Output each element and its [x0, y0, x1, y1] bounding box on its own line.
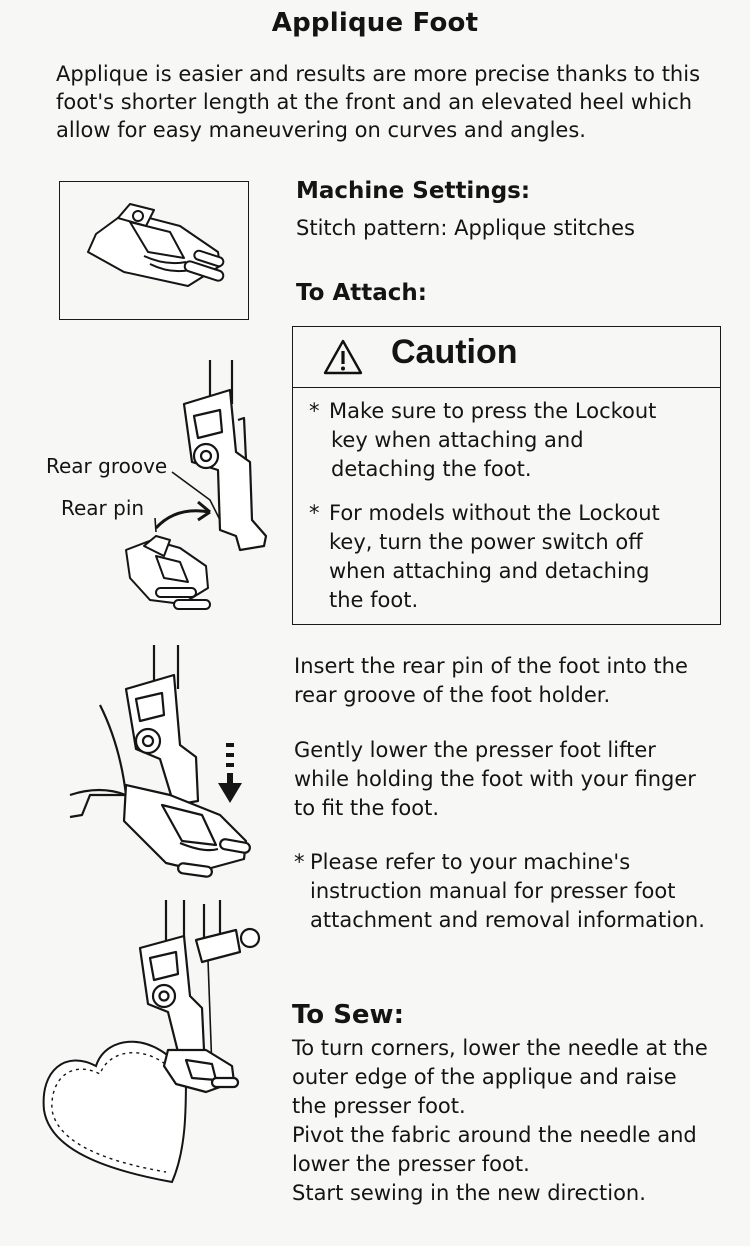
instruction-line: the presser foot. — [292, 1094, 466, 1118]
machine-settings-heading: Machine Settings: — [296, 178, 531, 204]
note-line: attachment and removal information. — [310, 908, 705, 932]
warning-icon — [323, 339, 363, 375]
manual-note — [294, 848, 705, 935]
to-sew-instructions — [292, 1034, 708, 1208]
rear-groove-label: Rear groove — [46, 454, 168, 478]
sewing-heart-diagram — [36, 900, 286, 1190]
bullet-marker: * — [309, 399, 320, 423]
caution-item — [307, 397, 656, 484]
instruction-line: lower the presser foot. — [292, 1152, 530, 1176]
instruction-line: Gently lower the presser foot lifter — [294, 738, 656, 762]
instruction-line: Pivot the fabric around the needle and — [292, 1123, 697, 1147]
page-title: Applique Foot — [271, 8, 479, 38]
caution-line: key when attaching and — [331, 428, 584, 452]
intro-line: Applique is easier and results are more precise thanks to this — [56, 62, 701, 86]
intro-line: foot's shorter length at the front and an elevated heel which — [56, 90, 693, 114]
note-line: Please refer to your machine's — [310, 850, 631, 874]
caution-line: Make sure to press the Lockout — [329, 399, 657, 423]
caution-box — [292, 326, 721, 625]
caution-item — [307, 499, 660, 615]
presser-foot-icon — [60, 182, 248, 319]
bullet-marker: * — [309, 501, 320, 525]
caution-title: Caution — [391, 333, 518, 371]
instruction-line: to fit the foot. — [294, 796, 440, 820]
to-sew-heading: To Sew: — [292, 1000, 404, 1030]
instruction-line: To turn corners, lower the needle at the — [292, 1036, 708, 1060]
stitch-pattern-text — [296, 214, 635, 243]
intro-paragraph — [56, 60, 736, 144]
intro-line: allow for easy maneuvering on curves and angles. — [56, 118, 586, 142]
foot-holder-diagram — [60, 360, 300, 620]
instruction-line: Start sewing in the new direction. — [292, 1181, 646, 1205]
instruction-line: Insert the rear pin of the foot into the — [294, 654, 688, 678]
lowering-foot-diagram — [70, 645, 280, 885]
rear-pin-label: Rear pin — [61, 496, 145, 520]
caution-line: key, turn the power switch off — [329, 530, 643, 554]
stitch-pattern-line: Stitch pattern: Applique stitches — [296, 216, 635, 240]
lower-instruction — [294, 736, 696, 823]
insert-instruction — [294, 652, 688, 710]
instruction-line: rear groove of the foot holder. — [294, 683, 611, 707]
caution-line: the foot. — [329, 588, 419, 612]
caution-line: For models without the Lockout — [329, 501, 660, 525]
to-attach-heading: To Attach: — [296, 280, 427, 306]
caution-header — [293, 327, 720, 388]
note-line: instruction manual for presser foot — [310, 879, 676, 903]
instruction-line: while holding the foot with your finger — [294, 767, 696, 791]
note-marker: * — [294, 850, 305, 874]
caution-line: detaching the foot. — [331, 457, 532, 481]
applique-foot-illustration — [59, 181, 249, 320]
instruction-line: outer edge of the applique and raise — [292, 1065, 677, 1089]
caution-line: when attaching and detaching — [329, 559, 650, 583]
